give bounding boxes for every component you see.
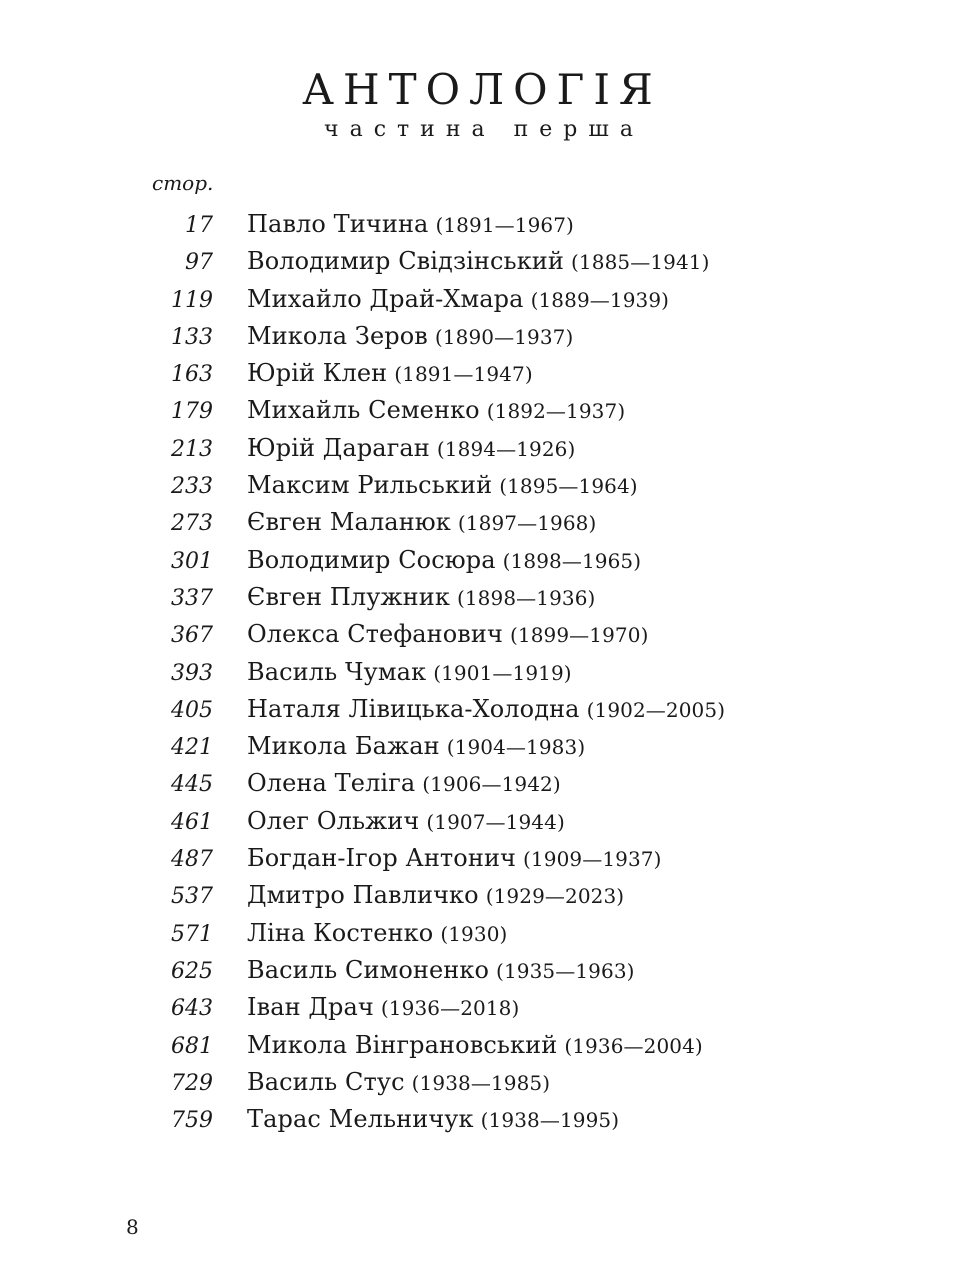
toc-entry-text xyxy=(247,285,669,313)
poet-name: Юрій Клен xyxy=(247,359,388,388)
toc-entry xyxy=(0,769,954,806)
toc-entry-text xyxy=(247,471,638,499)
toc-entry-text xyxy=(247,732,585,760)
toc-entry-text xyxy=(247,620,648,648)
poet-years: (1894—1926) xyxy=(436,436,576,461)
poet-name: Микола Бажан xyxy=(247,732,440,761)
toc-page-number: 759 xyxy=(171,1108,213,1134)
poet-years: (1899—1970) xyxy=(509,623,649,648)
toc-entry-text xyxy=(247,322,573,350)
toc-page-number: 405 xyxy=(171,697,213,723)
toc-page-number: 213 xyxy=(171,436,213,462)
toc-entry-text xyxy=(247,956,635,984)
toc-entry-text xyxy=(247,1031,703,1059)
page-folio-number: 8 xyxy=(126,1215,139,1239)
poet-name: Олекса Стефанович xyxy=(247,620,503,649)
toc-page-number: 571 xyxy=(171,921,213,947)
poet-years: (1938—1985) xyxy=(411,1070,551,1095)
poet-years: (1936—2018) xyxy=(380,996,520,1021)
poet-name: Олег Ольжич xyxy=(247,806,420,835)
poet-name: Василь Стус xyxy=(247,1067,405,1096)
toc-page-number: 681 xyxy=(171,1033,213,1059)
poet-years: (1938—1995) xyxy=(480,1108,620,1133)
toc-entry xyxy=(0,993,954,1030)
toc-entry-text xyxy=(247,919,507,947)
toc-page-number: 393 xyxy=(171,660,213,686)
poet-name: Наталя Лівицька-Холодна xyxy=(247,694,580,723)
toc-entry-text xyxy=(247,993,519,1021)
toc-page-number: 301 xyxy=(171,548,213,574)
toc-entry-text xyxy=(247,807,565,835)
toc-entry xyxy=(0,695,954,732)
toc-entry xyxy=(0,359,954,396)
toc-entry-text xyxy=(247,434,575,462)
poet-years: (1890—1937) xyxy=(434,324,574,349)
table-of-contents xyxy=(0,210,954,1142)
poet-name: Володимир Свідзінський xyxy=(247,247,565,276)
poet-name: Тарас Мельничук xyxy=(247,1105,474,1134)
poet-name: Євген Маланюк xyxy=(247,508,451,537)
poet-name: Юрій Дараган xyxy=(247,433,430,462)
poet-years: (1936—2004) xyxy=(564,1033,703,1058)
toc-page-number: 625 xyxy=(171,958,213,984)
toc-page-number: 445 xyxy=(171,772,213,798)
poet-name: Іван Драч xyxy=(247,993,374,1022)
toc-entry xyxy=(0,658,954,695)
toc-entry-text xyxy=(247,247,710,275)
poet-name: Василь Чумак xyxy=(247,657,427,686)
poet-name: Павло Тичина xyxy=(247,210,429,238)
toc-page-number: 461 xyxy=(171,809,213,835)
toc-entry-text xyxy=(247,359,533,387)
poet-years: (1935—1963) xyxy=(496,958,635,983)
toc-page-number: 133 xyxy=(171,324,213,350)
toc-entry xyxy=(0,807,954,844)
toc-entry xyxy=(0,956,954,993)
toc-entry-text xyxy=(247,508,596,536)
poet-years: (1902—2005) xyxy=(586,697,726,722)
poet-name: Микола Зеров xyxy=(247,321,428,350)
toc-page-number: 119 xyxy=(171,287,213,313)
poet-name: Дмитро Павличко xyxy=(247,881,479,910)
toc-entry xyxy=(0,546,954,583)
toc-entry xyxy=(0,620,954,657)
poet-years: (1904—1983) xyxy=(446,735,586,760)
toc-entry-text xyxy=(247,583,595,611)
poet-name: Василь Симоненко xyxy=(247,955,490,984)
toc-page-number: 97 xyxy=(185,250,213,276)
poet-years: (1891—1967) xyxy=(435,213,574,237)
toc-entry-text xyxy=(247,844,662,872)
toc-entry xyxy=(0,322,954,359)
toc-entry xyxy=(0,210,954,247)
toc-entry-text xyxy=(247,1068,550,1096)
poet-years: (1909—1937) xyxy=(523,847,662,872)
poet-years: (1895—1964) xyxy=(499,474,638,499)
toc-page-number: 337 xyxy=(171,585,213,611)
toc-page-number: 421 xyxy=(171,735,213,761)
toc-page-number: 367 xyxy=(171,623,213,649)
toc-entry-text xyxy=(247,881,624,909)
toc-entry-text xyxy=(247,1105,619,1133)
poet-years: (1889—1939) xyxy=(530,287,670,312)
page-column-label: стор. xyxy=(152,171,214,195)
toc-entry xyxy=(0,1105,954,1142)
toc-page-number: 179 xyxy=(171,399,213,425)
toc-entry xyxy=(0,285,954,322)
toc-entry xyxy=(0,583,954,620)
poet-years: (1907—1944) xyxy=(426,809,565,834)
toc-entry xyxy=(0,247,954,284)
toc-entry-text xyxy=(247,769,561,797)
anthology-subtitle: частина перша xyxy=(324,117,644,142)
poet-years: (1885—1941) xyxy=(571,250,710,275)
toc-entry-text xyxy=(247,695,725,723)
toc-page-number: 729 xyxy=(171,1070,213,1096)
poet-years: (1906—1942) xyxy=(422,772,561,797)
poet-name: Михайло Драй-Хмара xyxy=(247,284,524,313)
poet-name: Євген Плужник xyxy=(247,582,450,611)
poet-name: Ліна Костенко xyxy=(247,918,434,947)
toc-entry xyxy=(0,1068,954,1105)
anthology-title: АНТОЛОГІЯ xyxy=(302,65,662,114)
poet-name: Олена Теліга xyxy=(247,769,416,798)
toc-entry xyxy=(0,508,954,545)
toc-entry xyxy=(0,919,954,956)
poet-years: (1897—1968) xyxy=(457,511,597,536)
poet-years: (1898—1936) xyxy=(456,585,596,610)
toc-entry-text xyxy=(247,210,574,238)
poet-name: Максим Рильський xyxy=(247,471,493,500)
toc-entry xyxy=(0,732,954,769)
toc-page-number: 233 xyxy=(171,474,213,500)
poet-name: Богдан-Ігор Антонич xyxy=(247,844,517,873)
poet-years: (1929—2023) xyxy=(485,884,625,909)
poet-years: (1901—1919) xyxy=(433,660,572,685)
poet-name: Микола Вінграновський xyxy=(247,1030,558,1059)
toc-entry xyxy=(0,396,954,433)
toc-page-number: 273 xyxy=(171,511,213,537)
poet-name: Володимир Сосюра xyxy=(247,545,496,574)
toc-entry xyxy=(0,1031,954,1068)
toc-page-number: 643 xyxy=(171,996,213,1022)
toc-entry-text xyxy=(247,396,625,424)
toc-entry xyxy=(0,434,954,471)
toc-entry-text xyxy=(247,658,572,686)
poet-years: (1892—1937) xyxy=(486,399,626,424)
poet-name: Михайль Семенко xyxy=(247,396,480,425)
toc-entry-text xyxy=(247,546,641,574)
poet-years: (1930) xyxy=(440,921,508,946)
poet-years: (1898—1965) xyxy=(502,548,642,573)
poet-years: (1891—1947) xyxy=(394,362,533,387)
toc-page-number: 163 xyxy=(171,362,213,388)
toc-page-number: 487 xyxy=(171,847,213,873)
toc-page-number: 17 xyxy=(185,213,213,238)
toc-entry xyxy=(0,471,954,508)
toc-page-number: 537 xyxy=(171,884,213,910)
toc-entry xyxy=(0,881,954,918)
toc-entry xyxy=(0,844,954,881)
